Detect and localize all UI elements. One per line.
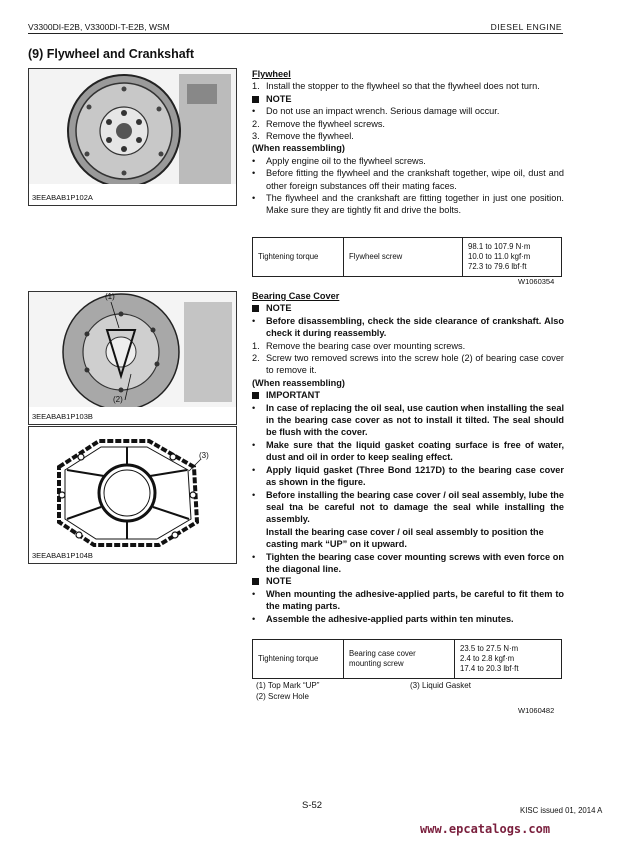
figure-caption: 3EEABAB1P103B xyxy=(32,412,93,421)
reassembling-label: (When reassembling) xyxy=(252,143,345,154)
reassembling-label: (When reassembling) xyxy=(252,377,345,388)
flywheel-section xyxy=(252,68,564,217)
legend-item: (3) Liquid Gasket xyxy=(410,681,471,690)
note-label: NOTE xyxy=(252,93,564,105)
watermark-link[interactable]: www.epcatalogs.com xyxy=(420,822,551,836)
header-divider xyxy=(28,33,563,34)
important-label: IMPORTANT xyxy=(252,389,564,401)
table-cell: Bearing case cover mounting screw xyxy=(344,640,455,679)
note-bullet-icon xyxy=(252,578,259,585)
flywheel-figure xyxy=(28,68,237,206)
legend-item: (1) Top Mark “UP” xyxy=(256,681,320,690)
list-item: 2. Remove the flywheel screws. xyxy=(252,118,385,129)
bearing-case-illustration xyxy=(29,292,236,424)
reference-code: W1060482 xyxy=(518,706,555,715)
bearing-heading: Bearing Case Cover xyxy=(252,291,340,301)
table-cell: Tightening torque xyxy=(253,238,344,277)
list-item: • Before installing the bearing case cover / oil seal assembly, lube the seal tna be careful not to damage the seal while installing the assembly. xyxy=(252,489,564,525)
list-item: 2. Screw two removed screws into the screw hole (2) of bearing case cover to remove it. xyxy=(252,353,564,376)
flywheel-illustration xyxy=(29,69,236,205)
section-title: (9) Flywheel and Crankshaft xyxy=(28,47,195,61)
bearing-section xyxy=(252,290,564,625)
flywheel-torque-table xyxy=(252,237,562,277)
list-item: 1. Remove the bearing case over mounting screws. xyxy=(252,340,466,351)
callout-1: (1) xyxy=(105,292,115,301)
bearing-case-figure xyxy=(28,291,237,425)
flywheel-heading: Flywheel xyxy=(252,69,291,79)
figure-caption: 3EEABAB1P104B xyxy=(32,551,93,560)
list-item: • Tighten the bearing case cover mounting screws with even force on the diagonal line. xyxy=(252,551,564,574)
list-item: • Before disassembling, check the side clearance of crankshaft. Also check it during reassembly. xyxy=(252,315,564,339)
reference-code: W1060354 xyxy=(518,277,555,286)
gasket-figure xyxy=(28,426,237,564)
list-item: • In case of replacing the oil seal, use caution when installing the seal in the bearing case cover as not to install it tilted. The seal should be flush with the cover. xyxy=(252,402,564,438)
gasket-drawing xyxy=(29,427,236,563)
list-item: • Apply engine oil to the flywheel screws. xyxy=(252,155,426,166)
page-number: S-52 xyxy=(302,800,323,811)
important-bullet-icon xyxy=(252,392,259,399)
note-bullet-icon xyxy=(252,305,259,312)
callout-2: (2) xyxy=(113,395,123,404)
issue-label: KISC issued 01, 2014 A xyxy=(520,806,603,815)
note-label: NOTE xyxy=(252,575,564,587)
note-label: NOTE xyxy=(252,302,564,314)
note-bullet-icon xyxy=(252,96,259,103)
table-cell: Tightening torque xyxy=(253,640,344,679)
list-item: • When mounting the adhesive-applied parts, be careful to fit them to the mating parts. xyxy=(252,588,564,612)
list-item-continued: Install the bearing case cover / oil seal assembly to position the casting mark “UP” on it upward. xyxy=(266,526,544,550)
figure-caption: 3EEABAB1P102A xyxy=(32,193,93,202)
list-item: • Assemble the adhesive-applied parts within ten minutes. xyxy=(252,613,514,624)
table-cell: Flywheel screw xyxy=(344,238,463,277)
header-model: V3300DI-E2B, V3300DI-T-E2B, WSM xyxy=(28,22,170,32)
table-cell: 23.5 to 27.5 N·m 2.4 to 2.8 kgf·m 17.4 to 20.3 lbf·ft xyxy=(455,640,562,679)
table-cell: 98.1 to 107.9 N·m 10.0 to 11.0 kgf·m 72.3 to 79.6 lbf·ft xyxy=(463,238,562,277)
list-item: • The flywheel and the crankshaft are fitting together in just one position. Make sure they are tightly fit and drive the bolts. xyxy=(252,193,564,216)
callout-3: (3) xyxy=(199,451,209,460)
list-item: • Make sure that the liquid gasket coating surface is free of water, dust and oil in order to keep sealing effect. xyxy=(252,439,564,463)
list-item: • Do not use an impact wrench. Serious damage will occur. xyxy=(252,106,500,117)
list-item: • Apply liquid gasket (Three Bond 1217D) to the bearing case cover as shown in the figure. xyxy=(252,464,564,488)
legend-item: (2) Screw Hole xyxy=(256,692,309,701)
bearing-torque-table xyxy=(252,639,562,679)
header-category: DIESEL ENGINE xyxy=(490,22,562,32)
list-item: 1. Install the stopper to the flywheel so that the flywheel does not turn. xyxy=(252,81,540,92)
list-item: • Before fitting the flywheel and the crankshaft together, wipe oil, dust and other foreign substances off their mating faces. xyxy=(252,168,564,191)
list-item: 3. Remove the flywheel. xyxy=(252,131,354,142)
